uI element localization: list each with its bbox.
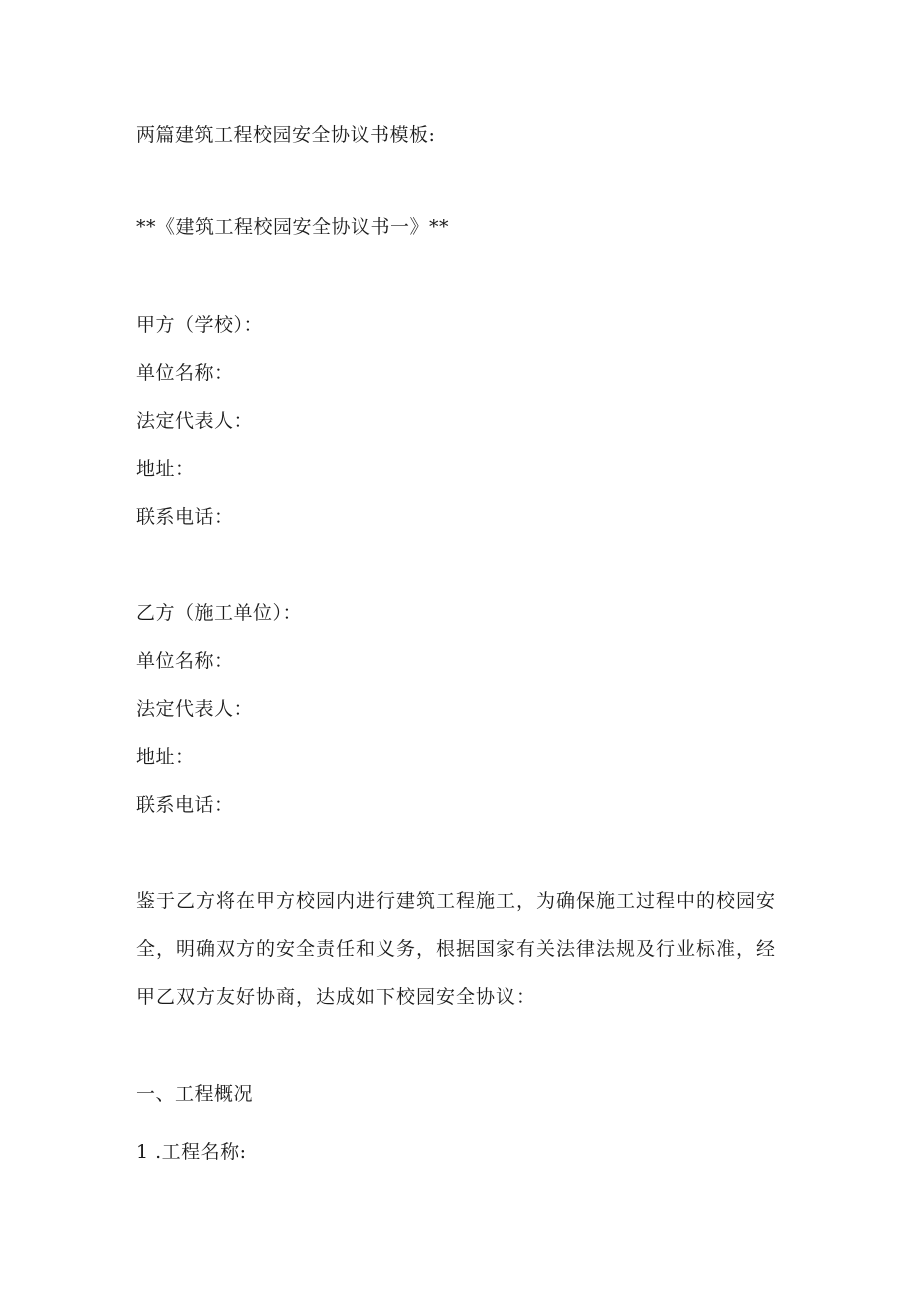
document-title: 两篇建筑工程校园安全协议书模板: <box>136 124 436 146</box>
party-b-unit-name-label: 单位名称： <box>136 650 234 672</box>
party-a-heading: 甲方（学校）： <box>136 314 264 336</box>
party-b-legal-rep-label: 法定代表人： <box>136 698 254 720</box>
party-a-unit-name-label: 单位名称： <box>136 362 234 384</box>
preamble-paragraph: 鉴于乙方将在甲方校园内进行建筑工程施工，为确保施工过程中的校园安全，明确双方的安全责任和义务，根据国家有关法律法规及行业标准，经甲乙双方友好协商，达成如下校园安全协议： <box>136 890 777 1008</box>
section-1-heading: 一、工程概况 <box>136 1083 254 1105</box>
party-a-legal-rep-label: 法定代表人： <box>136 410 254 432</box>
agreement-title: **《建筑工程校园安全协议书一》** <box>136 216 450 238</box>
party-b-phone-label: 联系电话： <box>136 794 234 816</box>
party-b-address-label: 地址： <box>136 746 195 768</box>
party-a-phone-label: 联系电话： <box>136 506 234 528</box>
section-1-item-1: 1 .工程名称: <box>136 1141 247 1163</box>
party-a-address-label: 地址： <box>136 458 195 480</box>
party-b-heading: 乙方（施工单位）： <box>136 602 303 624</box>
